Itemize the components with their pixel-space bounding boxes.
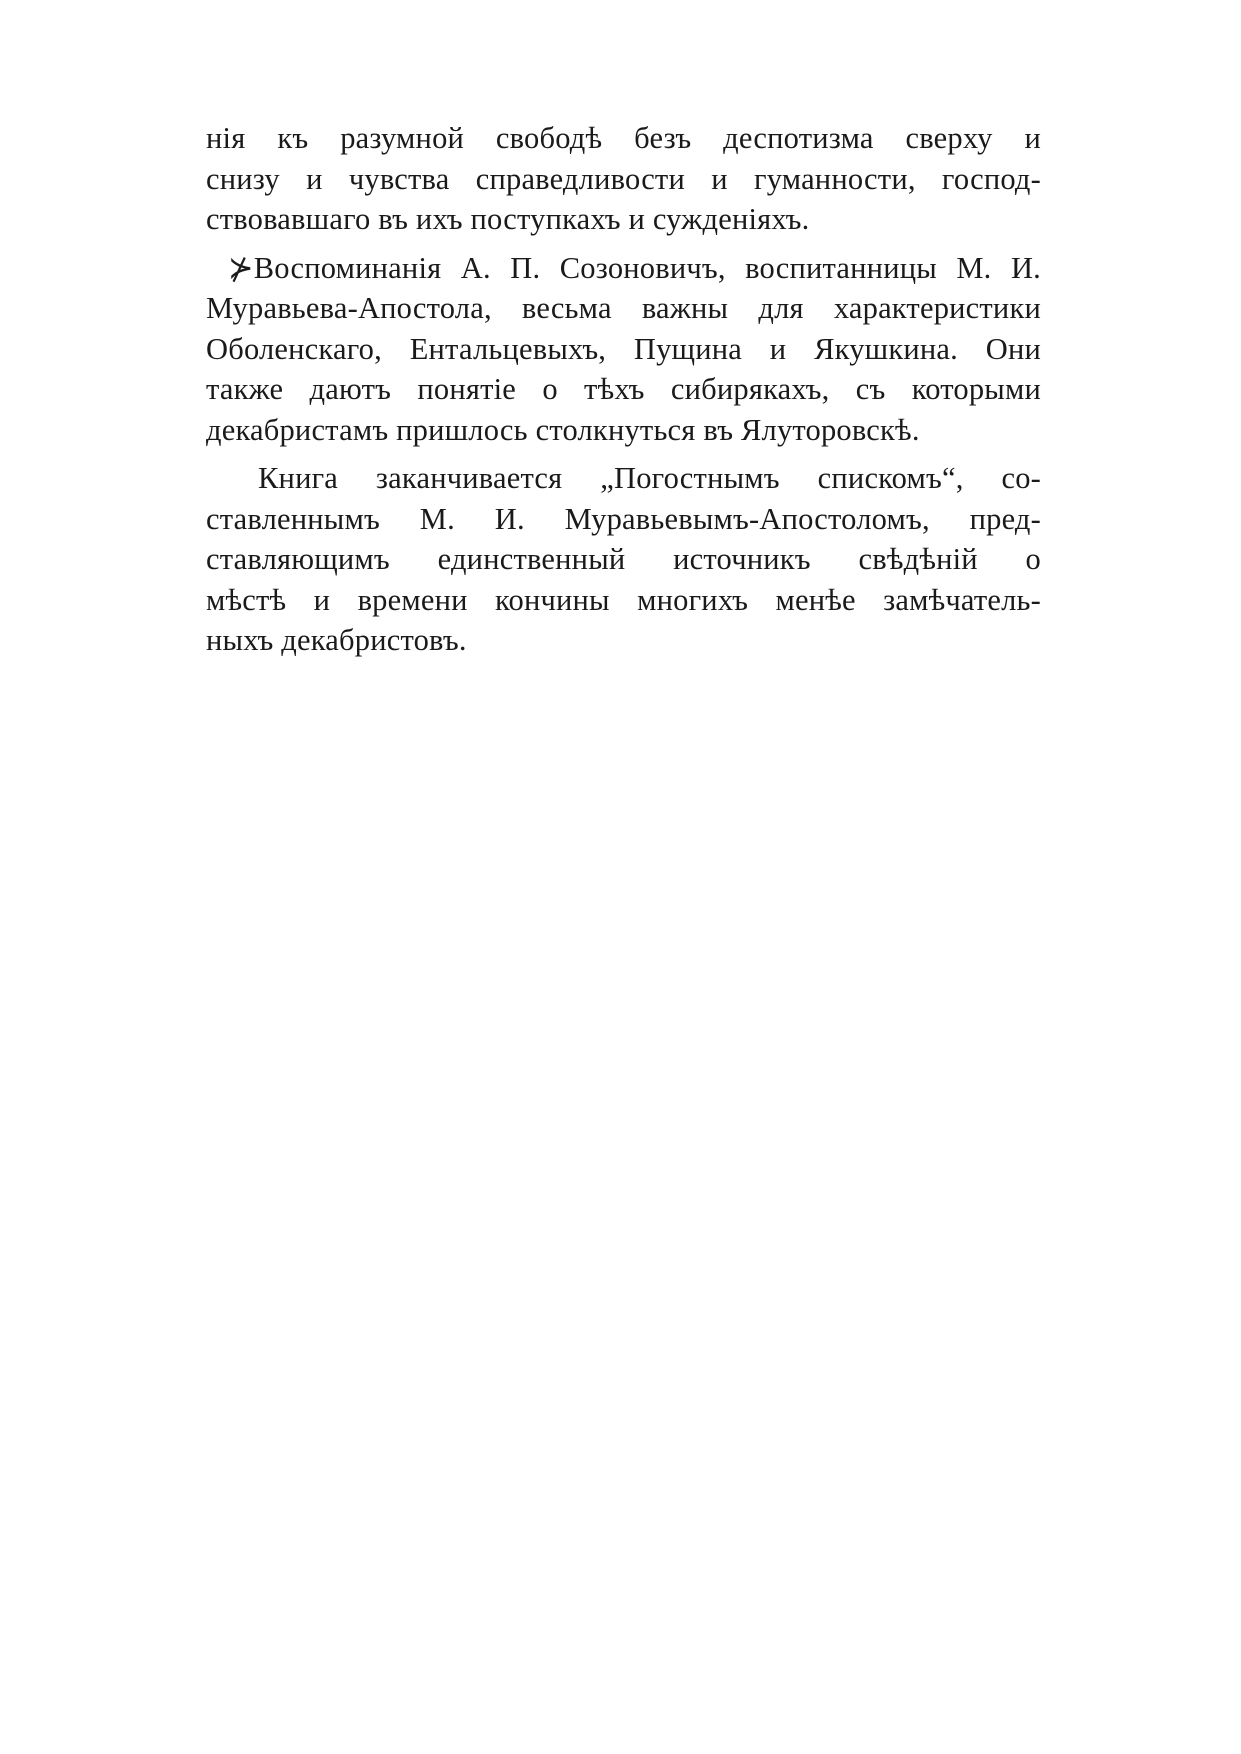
text-line: Муравьева-Апостола, весьма важны для характеристики [206, 291, 1041, 325]
text-line: декабристамъ пришлось столкнуться въ Ялуторовскѣ. [206, 412, 920, 447]
text-line: нія къ разумной свободѣ безъ деспотизма сверху и [206, 121, 1041, 155]
body-text [206, 118, 1041, 669]
paragraph-2 [206, 248, 1041, 451]
text-line: снизу и чувства справедливости и гуманности, господ- [206, 161, 1041, 196]
text-line: Оболенскаго, Ентальцевыхъ, Пущина и Якушкина. Они [206, 331, 1041, 366]
paragraph-3 [206, 458, 1041, 661]
text-line: ствовавшаго въ ихъ поступкахъ и сужденіяхъ. [206, 202, 810, 236]
text-line: ⊁Воспоминанія А. П. Созоновичъ, воспитанницы М. И. [228, 250, 1041, 285]
text-line: ныхъ декабристовъ. [206, 623, 467, 657]
paragraph-1 [206, 118, 1041, 240]
text-line: Книга заканчивается „Погостнымъ спискомъ“, со- [258, 461, 1041, 495]
text-line: также даютъ понятіе о тѣхъ сибирякахъ, съ которыми [206, 372, 1041, 406]
text-line: мѣстѣ и времени кончины многихъ менѣе замѣчатель- [206, 582, 1041, 617]
text-line: ставляющимъ единственный источникъ свѣдѣній о [206, 542, 1041, 576]
text-line: ставленнымъ М. И. Муравьевымъ-Апостоломъ, пред- [206, 501, 1041, 536]
